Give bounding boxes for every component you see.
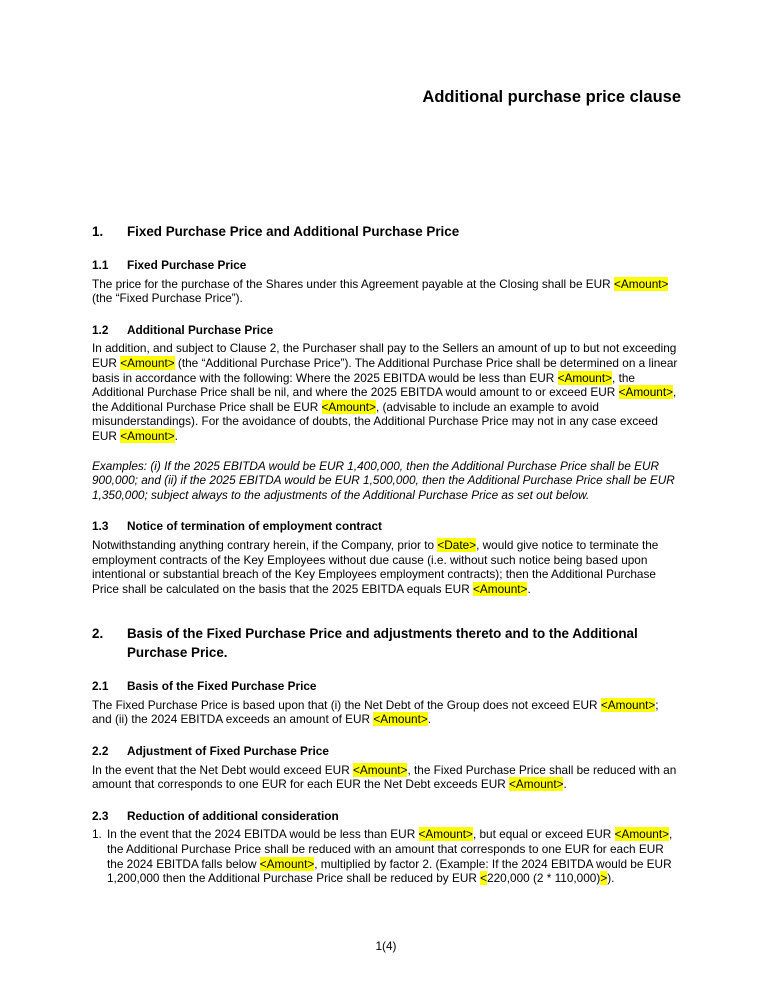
- section-number: 1.: [92, 224, 104, 239]
- placeholder-amount: <Amount>: [321, 399, 376, 414]
- subsection-heading: [92, 744, 681, 759]
- subsection-heading: [92, 519, 681, 534]
- document-content: [0, 86, 772, 886]
- subsection-title: Fixed Purchase Price: [127, 258, 247, 272]
- subsection-title: Notice of termination of employment contract: [127, 519, 382, 534]
- highlight-mark: <: [480, 871, 488, 886]
- paragraph: [92, 698, 681, 727]
- example-paragraph: [92, 459, 681, 503]
- text-run: In the event that the 2024 EBITDA would be less than EUR: [107, 827, 419, 842]
- section-heading: [92, 624, 681, 662]
- list-text: [107, 827, 681, 885]
- paragraph: [92, 538, 681, 596]
- placeholder-amount: <Amount>: [509, 777, 564, 792]
- text-run: 220,000 (2 * 110,000): [487, 871, 601, 886]
- text-run: , the Additional Purchase Price shall be reduced with an amount that corresponds to one EUR for each EUR the 2024 EBITDA falls below: [107, 827, 673, 871]
- subsection-number: 1.2: [92, 322, 109, 337]
- placeholder-amount: <Amount>: [614, 827, 670, 842]
- subsection-number: 1.3: [92, 519, 109, 534]
- text-run: .: [174, 428, 178, 443]
- text-run: In addition, and subject to Clause 2, the Purchaser shall pay to the Sellers an amount of up to but not exceeding EUR: [92, 341, 677, 370]
- placeholder-amount: <Amount>: [618, 385, 674, 400]
- subsection-number: 2.3: [92, 808, 109, 823]
- subsection-title: Adjustment of Fixed Purchase Price: [127, 744, 329, 759]
- text-run: , multiplied by factor 2. (Example: If the 2024 EBITDA would be EUR 1,200,000 then the Additional Purchase Price shall be reduced by EUR: [107, 856, 672, 886]
- text-run: The Fixed Purchase Price is based upon that (i) the Net Debt of the Group does not exceed EUR: [92, 697, 601, 712]
- subsection-title: Additional Purchase Price: [127, 322, 274, 337]
- placeholder-amount: <Amount>: [473, 581, 528, 596]
- placeholder-amount: <Amount>: [120, 428, 175, 443]
- text-run: Examples: (i) If the 2025 EBITDA would be EUR 1,400,000, then the Additional Purchase Price shall be EUR 900,000; and (ii) if the 2025 EBITDA would be EUR 1,500,000, then the Additional Purchase Price shall be EUR 1,350,000; subject always to the adjustments of the Additional Purchase Price as set out below.: [92, 458, 675, 502]
- placeholder-amount: <Amount>: [373, 712, 428, 727]
- subsection-heading: [92, 258, 681, 273]
- placeholder-amount: <Amount>: [418, 827, 473, 842]
- paragraph: [92, 277, 681, 306]
- placeholder-amount: <Amount>: [259, 856, 315, 871]
- subsection-number: 2.2: [92, 744, 109, 759]
- section-title: Basis of the Fixed Purchase Price and adjustments thereto and to the Additional Purchase Price.: [127, 626, 638, 661]
- subsection-number: 2.1: [92, 679, 109, 694]
- text-run: The price for the purchase of the Shares under this Agreement payable at the Closing shall be EUR: [92, 276, 614, 291]
- subsection-heading: [92, 679, 681, 694]
- text-run: ; and (ii) the 2024 EBITDA exceeds an amount of EUR: [92, 697, 659, 727]
- text-run: .: [527, 581, 531, 596]
- highlight-mark: >: [600, 871, 608, 886]
- text-run: .: [563, 777, 567, 792]
- subsection-title: Reduction of additional consideration: [127, 808, 339, 823]
- text-run: , the Additional Purchase Price shall be EUR: [92, 385, 677, 414]
- text-run: , (advisable to include an example to avoid misunderstandings). For the avoidance of doubts, the Additional Purchase Price may not in any case exceed EUR: [92, 399, 658, 443]
- section-title: Fixed Purchase Price and Additional Purchase Price: [127, 224, 460, 239]
- text-run: Notwithstanding anything contrary herein, if the Company, prior to: [92, 537, 438, 552]
- text-run: In the event that the Net Debt would exceed EUR: [92, 762, 353, 777]
- text-run: (the “Additional Purchase Price”). The Additional Purchase Price shall be determined on a linear basis in accordance with the following: Where the 2025 EBITDA would be less than EUR: [92, 355, 678, 385]
- text-run: , the Additional Purchase Price shall be nil, and where the 2025 EBITDA would amount to or exceed EUR: [92, 370, 635, 400]
- placeholder-amount: <Amount>: [120, 355, 175, 370]
- placeholder-amount: <Amount>: [600, 697, 656, 712]
- subsection-heading: [92, 323, 681, 338]
- subsection-title: Basis of the Fixed Purchase Price: [127, 679, 317, 694]
- subsection-heading: [92, 809, 681, 824]
- subsection-number: 1.1: [92, 258, 109, 272]
- document-title: Additional purchase price clause: [422, 88, 681, 106]
- text-run: .: [427, 712, 432, 727]
- paragraph: [92, 763, 681, 792]
- list-marker: 1.: [92, 827, 102, 842]
- text-run: , but equal or exceed EUR: [472, 827, 615, 842]
- placeholder-amount: <Amount>: [613, 276, 669, 291]
- list-item: [92, 827, 681, 885]
- section-heading: [92, 222, 681, 241]
- section-number: 2.: [92, 626, 104, 642]
- text-run: , would give notice to terminate the employment contracts of the Key Employees without due cause (i.e. without such notice being based upon intentional or substantial breach of the Key Employees employment contracts); then the Additional Purchase Price shall be calculated on the basis that the 2025 EBITDA equals EUR: [92, 537, 659, 596]
- placeholder-date: <Date>: [437, 537, 477, 552]
- page-number: 1(4): [375, 939, 397, 953]
- placeholder-amount: <Amount>: [353, 762, 408, 777]
- text-run: ).: [607, 871, 615, 886]
- text-run: (the “Fixed Purchase Price”).: [92, 291, 243, 306]
- paragraph: [92, 341, 681, 443]
- document-body: [92, 222, 681, 886]
- text-run: , the Fixed Purchase Price shall be reduced with an amount that corresponds to one EUR for each EUR the Net Debt exceeds EUR: [92, 762, 677, 792]
- placeholder-amount: <Amount>: [557, 370, 613, 385]
